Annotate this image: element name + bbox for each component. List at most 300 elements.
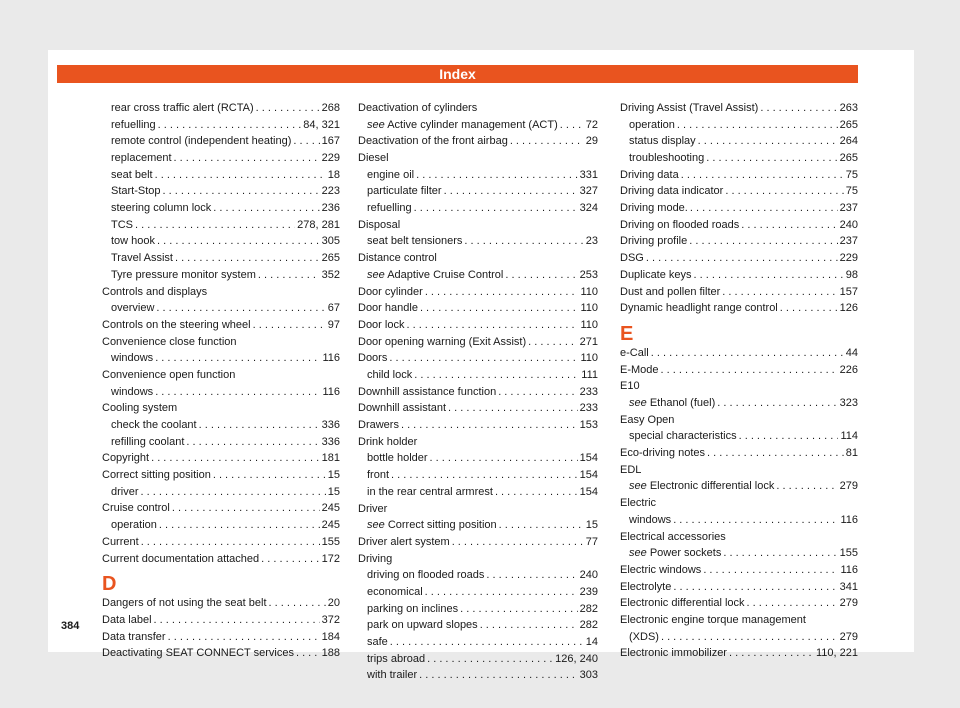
dot-leader xyxy=(186,434,319,451)
index-entry xyxy=(358,534,598,551)
entry-text: seat belt tensioners xyxy=(367,235,463,248)
entry-term xyxy=(620,167,679,184)
index-heading: Easy Open xyxy=(620,413,675,426)
index-entry xyxy=(358,334,598,351)
index-heading: EDL xyxy=(620,463,642,476)
dot-leader xyxy=(141,534,320,551)
entry-text: Cruise control xyxy=(102,502,170,515)
entry-text: Travel Assist xyxy=(111,252,173,265)
entry-page: 75 xyxy=(845,185,858,198)
index-entry xyxy=(102,133,340,150)
entry-text: Adaptive Cruise Control xyxy=(387,268,504,281)
index-entry xyxy=(102,551,340,568)
dot-leader xyxy=(141,484,326,501)
entry-term xyxy=(367,617,478,634)
entry-page: 184 xyxy=(321,630,340,643)
entry-term xyxy=(629,428,737,445)
entry-term xyxy=(111,417,197,434)
entry-page: 72 xyxy=(585,118,598,131)
entry-text: Controls on the steering wheel xyxy=(102,318,251,331)
entry-term xyxy=(367,117,558,134)
dot-leader xyxy=(681,167,844,184)
entry-term xyxy=(111,183,161,200)
entry-term xyxy=(102,645,294,662)
entry-text: driving on flooded roads xyxy=(367,569,485,582)
index-entry xyxy=(358,317,598,334)
dot-leader xyxy=(706,150,837,167)
index-entry xyxy=(620,200,858,217)
dot-leader xyxy=(168,629,320,646)
dot-leader xyxy=(391,467,578,484)
dot-leader xyxy=(707,445,844,462)
dot-leader xyxy=(154,612,320,629)
entry-text: Driver alert system xyxy=(358,535,450,548)
entry-text: refuelling xyxy=(367,202,412,215)
index-entry xyxy=(358,667,598,684)
entry-page: 303 xyxy=(579,669,598,682)
dot-leader xyxy=(760,100,837,117)
index-entry xyxy=(358,284,598,301)
index-heading: E10 xyxy=(620,380,640,393)
entry-text: special characteristics xyxy=(629,430,737,443)
index-heading: Cooling system xyxy=(102,402,178,415)
entry-term xyxy=(111,167,153,184)
entry-text: e-Call xyxy=(620,346,649,359)
index-entry xyxy=(620,234,858,251)
entry-page: 155 xyxy=(839,547,858,560)
entry-text: Data label xyxy=(102,613,152,626)
index-entry xyxy=(358,367,598,384)
entry-page: 77 xyxy=(585,535,598,548)
index-entry xyxy=(620,445,858,462)
index-entry xyxy=(358,167,598,184)
index-entry xyxy=(358,517,598,534)
entry-term xyxy=(629,478,774,495)
dot-leader xyxy=(261,551,319,568)
entry-page: 67 xyxy=(327,302,340,315)
entry-term xyxy=(358,300,418,317)
entry-page: 23 xyxy=(585,235,598,248)
entry-term xyxy=(358,334,526,351)
entry-text: Driving data indicator xyxy=(620,185,724,198)
dot-leader xyxy=(723,545,837,562)
dot-leader xyxy=(694,267,844,284)
index-heading: Convenience close function xyxy=(102,335,237,348)
entry-page: 153 xyxy=(579,419,598,432)
entry-text: Driving on flooded roads xyxy=(620,218,740,231)
entry-text: Door opening warning (Exit Assist) xyxy=(358,335,527,348)
index-heading: Electronic engine torque management xyxy=(620,613,806,626)
index-heading: Drink holder xyxy=(358,435,418,448)
entry-text: particulate filter xyxy=(367,185,442,198)
entry-page: 126 xyxy=(839,302,858,315)
entry-term xyxy=(102,450,149,467)
entry-page: 245 xyxy=(321,519,340,532)
dot-leader xyxy=(673,512,838,529)
index-entry xyxy=(102,250,340,267)
dot-leader xyxy=(156,300,325,317)
dot-leader xyxy=(293,133,319,150)
entry-term xyxy=(367,200,412,217)
entry-page: 157 xyxy=(839,285,858,298)
entry-text: Electric windows xyxy=(620,563,702,576)
index-entry xyxy=(102,217,340,234)
entry-term xyxy=(629,117,675,134)
entry-term xyxy=(111,517,157,534)
see-reference: see xyxy=(629,480,647,493)
entry-text: Downhill assistant xyxy=(358,402,447,415)
entry-text: check the coolant xyxy=(111,419,197,432)
entry-text: Driving mode. xyxy=(620,202,688,215)
entry-text: seat belt xyxy=(111,168,153,181)
index-heading: Electrical accessories xyxy=(620,530,726,543)
index-column-2 xyxy=(358,100,598,684)
entry-text: refilling coolant xyxy=(111,435,185,448)
index-entry xyxy=(620,579,858,596)
index-entry xyxy=(620,545,858,562)
dot-leader xyxy=(155,384,320,401)
entry-term xyxy=(620,183,723,200)
entry-term xyxy=(358,384,496,401)
entry-text: operation xyxy=(111,519,157,532)
dot-leader xyxy=(729,645,814,662)
index-entry xyxy=(102,100,340,117)
entry-page: 253 xyxy=(579,268,598,281)
entry-page: 81 xyxy=(845,447,858,460)
index-entry xyxy=(358,384,598,401)
entry-term xyxy=(367,267,503,284)
dot-leader xyxy=(425,284,579,301)
entry-text: in the rear central armrest xyxy=(367,485,493,498)
entry-text: Door lock xyxy=(358,318,405,331)
entry-term xyxy=(111,484,139,501)
entry-page: 116 xyxy=(840,563,858,576)
dot-leader xyxy=(780,300,838,317)
entry-text: windows xyxy=(111,352,154,365)
entry-term xyxy=(111,434,184,451)
entry-text: Tyre pressure monitor system xyxy=(111,268,256,281)
dot-leader xyxy=(480,617,578,634)
dot-leader xyxy=(661,362,838,379)
dot-leader xyxy=(510,133,584,150)
index-entry xyxy=(358,484,598,501)
entry-term xyxy=(367,484,493,501)
entry-term xyxy=(620,345,649,362)
dot-leader xyxy=(661,629,838,646)
entry-page: 229 xyxy=(839,252,858,265)
entry-text: Door handle xyxy=(358,302,418,315)
entry-term xyxy=(102,534,139,551)
entry-term xyxy=(620,645,727,662)
entry-page: 116 xyxy=(322,352,340,365)
dot-leader xyxy=(739,428,839,445)
entry-term xyxy=(111,233,155,250)
entry-page: 154 xyxy=(579,485,598,498)
index-entry xyxy=(620,267,858,284)
entry-term xyxy=(367,567,484,584)
index-entry xyxy=(620,645,858,662)
entry-page: 265 xyxy=(839,152,858,165)
entry-text: Door cylinder xyxy=(358,285,423,298)
dot-leader xyxy=(689,233,837,250)
entry-page: 172 xyxy=(321,552,340,565)
entry-text: Eco-driving notes xyxy=(620,447,705,460)
entry-text: bottle holder xyxy=(367,452,428,465)
dot-leader xyxy=(698,133,838,150)
entry-text: Current documentation attached xyxy=(102,552,260,565)
entry-page: 323 xyxy=(839,396,858,409)
dot-leader xyxy=(560,117,584,134)
entry-page: 240 xyxy=(579,569,598,582)
entry-page: 44 xyxy=(845,346,858,359)
entry-text: Deactivating SEAT CONNECT services xyxy=(102,647,294,660)
entry-term xyxy=(102,551,259,568)
entry-text: E-Mode xyxy=(620,363,659,376)
page-header xyxy=(57,65,858,83)
entry-text: Doors xyxy=(358,352,388,365)
section-letter: D xyxy=(102,573,117,596)
entry-term xyxy=(629,545,721,562)
entry-term xyxy=(629,629,659,646)
entry-term xyxy=(620,300,778,317)
entry-term xyxy=(111,100,254,117)
entry-term xyxy=(102,317,251,334)
index-heading: Driver xyxy=(358,502,388,515)
index-entry xyxy=(358,584,598,601)
entry-text: park on upward slopes xyxy=(367,619,478,632)
entry-text: Deactivation of the front airbag xyxy=(358,135,508,148)
entry-page: 265 xyxy=(839,118,858,131)
entry-text: driver xyxy=(111,485,139,498)
dot-leader xyxy=(269,595,326,612)
index-heading: Deactivation of cylinders xyxy=(358,102,478,114)
entry-page: 233 xyxy=(579,402,598,415)
entry-text: remote control (independent heating) xyxy=(111,135,292,148)
index-entry xyxy=(358,200,598,217)
entry-term xyxy=(620,267,692,284)
entry-text: safe xyxy=(367,635,388,648)
index-entry xyxy=(102,384,340,401)
entry-text: Electrolyte xyxy=(620,580,672,593)
entry-text: windows xyxy=(111,385,154,398)
entry-page: 116 xyxy=(322,385,340,398)
index-entry xyxy=(620,512,858,529)
entry-term xyxy=(620,233,687,250)
entry-term xyxy=(102,629,166,646)
entry-page: 126, 240 xyxy=(555,652,598,665)
index-entry xyxy=(620,217,858,234)
entry-term xyxy=(111,200,211,217)
index-entry xyxy=(102,645,340,662)
entry-page: 167 xyxy=(321,135,340,148)
entry-term xyxy=(629,133,696,150)
entry-page: 29 xyxy=(585,135,598,148)
entry-text: Power sockets xyxy=(649,547,722,560)
entry-term xyxy=(620,250,644,267)
index-entry xyxy=(358,183,598,200)
index-entry xyxy=(102,267,340,284)
dot-leader xyxy=(725,183,843,200)
entry-term xyxy=(620,200,688,217)
entry-page: 84, 321 xyxy=(303,118,340,131)
entry-term xyxy=(367,467,389,484)
index-entry xyxy=(620,428,858,445)
entry-page: 188 xyxy=(321,647,340,660)
header-title: Index xyxy=(439,66,476,82)
dot-leader xyxy=(135,217,295,234)
index-entry xyxy=(358,450,598,467)
index-entry xyxy=(102,450,340,467)
dot-leader xyxy=(416,167,578,184)
entry-text: front xyxy=(367,469,390,482)
entry-term xyxy=(111,133,291,150)
index-entry xyxy=(102,517,340,534)
index-entry xyxy=(358,601,598,618)
entry-text: steering column lock xyxy=(111,202,212,215)
index-entry xyxy=(102,501,340,518)
entry-page: 97 xyxy=(327,318,340,331)
index-entry xyxy=(620,167,858,184)
entry-term xyxy=(358,350,387,367)
entry-page: 279 xyxy=(839,480,858,493)
entry-text: windows xyxy=(629,513,672,526)
index-heading: Diesel xyxy=(358,152,389,165)
entry-text: DSG xyxy=(620,252,644,265)
index-entry xyxy=(620,183,858,200)
entry-term xyxy=(358,317,404,334)
entry-page: 110 xyxy=(580,285,598,298)
entry-page: 75 xyxy=(845,168,858,181)
index-entry xyxy=(102,300,340,317)
entry-term xyxy=(629,395,715,412)
index-entry xyxy=(102,534,340,551)
entry-text: trips abroad xyxy=(367,652,426,665)
dot-leader xyxy=(296,645,320,662)
entry-page: 268 xyxy=(321,101,340,114)
index-entry xyxy=(620,133,858,150)
entry-page: 233 xyxy=(579,385,598,398)
entry-term xyxy=(111,267,256,284)
index-entry xyxy=(620,395,858,412)
entry-text: Copyright xyxy=(102,452,150,465)
entry-page: 223 xyxy=(321,185,340,198)
dot-leader xyxy=(253,317,326,334)
dot-leader xyxy=(499,517,584,534)
entry-text: replacement xyxy=(111,152,172,165)
entry-term xyxy=(111,217,133,234)
entry-term xyxy=(620,579,671,596)
entry-term xyxy=(367,517,497,534)
entry-term xyxy=(358,534,450,551)
entry-page: 181 xyxy=(321,452,340,465)
entry-page: 324 xyxy=(579,202,598,215)
entry-page: 282 xyxy=(579,619,598,632)
dot-leader xyxy=(505,267,577,284)
dot-leader xyxy=(464,233,583,250)
index-entry xyxy=(102,117,340,134)
index-entry xyxy=(358,651,598,668)
entry-text: Drawers xyxy=(358,419,399,432)
entry-term xyxy=(367,233,462,250)
entry-text: overview xyxy=(111,302,155,315)
entry-page: 240 xyxy=(839,218,858,231)
index-entry xyxy=(102,417,340,434)
dot-leader xyxy=(175,250,320,267)
dot-leader xyxy=(199,417,320,434)
entry-text: child lock xyxy=(367,368,413,381)
entry-text: Electronic differential lock xyxy=(620,597,745,610)
entry-term xyxy=(367,651,425,668)
dot-leader xyxy=(420,300,579,317)
entry-text: Ethanol (fuel) xyxy=(649,396,716,409)
entry-page: 237 xyxy=(839,202,858,215)
dot-leader xyxy=(172,500,320,517)
page-number: 384 xyxy=(61,620,80,632)
entry-text: tow hook xyxy=(111,235,156,248)
dot-leader xyxy=(414,200,578,217)
index-entry xyxy=(620,478,858,495)
dot-leader xyxy=(174,150,320,167)
see-reference: see xyxy=(629,547,647,560)
section-letter: E xyxy=(620,322,634,345)
index-entry xyxy=(102,595,340,612)
entry-term xyxy=(620,445,705,462)
entry-term xyxy=(367,667,417,684)
index-entry xyxy=(620,595,858,612)
index-entry xyxy=(358,133,598,150)
index-entry xyxy=(358,400,598,417)
entry-page: 155 xyxy=(321,535,340,548)
index-entry xyxy=(620,117,858,134)
entry-page: 327 xyxy=(579,185,598,198)
entry-term xyxy=(358,400,446,417)
dot-leader xyxy=(213,200,319,217)
entry-term xyxy=(358,133,508,150)
dot-leader xyxy=(498,384,577,401)
entry-page: 336 xyxy=(321,419,340,432)
entry-page: 245 xyxy=(321,502,340,515)
dot-leader xyxy=(157,233,320,250)
entry-page: 20 xyxy=(327,597,340,610)
index-entry xyxy=(358,117,598,134)
entry-page: 305 xyxy=(321,235,340,248)
entry-page: 372 xyxy=(321,613,340,626)
dot-leader xyxy=(258,267,320,284)
index-heading: Distance control xyxy=(358,252,437,265)
index-entry xyxy=(620,100,858,117)
index-entry xyxy=(620,284,858,301)
index-entry xyxy=(102,434,340,451)
entry-page: 15 xyxy=(327,485,340,498)
dot-leader xyxy=(448,400,578,417)
dot-leader xyxy=(747,595,838,612)
entry-page: 111 xyxy=(581,368,598,381)
index-entry xyxy=(102,467,340,484)
entry-page: 114 xyxy=(840,430,858,443)
entry-text: Correct sitting position xyxy=(387,519,497,532)
dot-leader xyxy=(213,467,326,484)
entry-term xyxy=(620,100,758,117)
entry-text: Downhill assistance function xyxy=(358,385,497,398)
entry-page: 279 xyxy=(839,630,858,643)
index-entry xyxy=(102,183,340,200)
entry-page: 331 xyxy=(579,168,598,181)
dot-leader xyxy=(452,534,584,551)
dot-leader xyxy=(673,579,837,596)
index-entry xyxy=(358,234,598,251)
index-entry xyxy=(102,167,340,184)
entry-text: operation xyxy=(629,118,675,131)
